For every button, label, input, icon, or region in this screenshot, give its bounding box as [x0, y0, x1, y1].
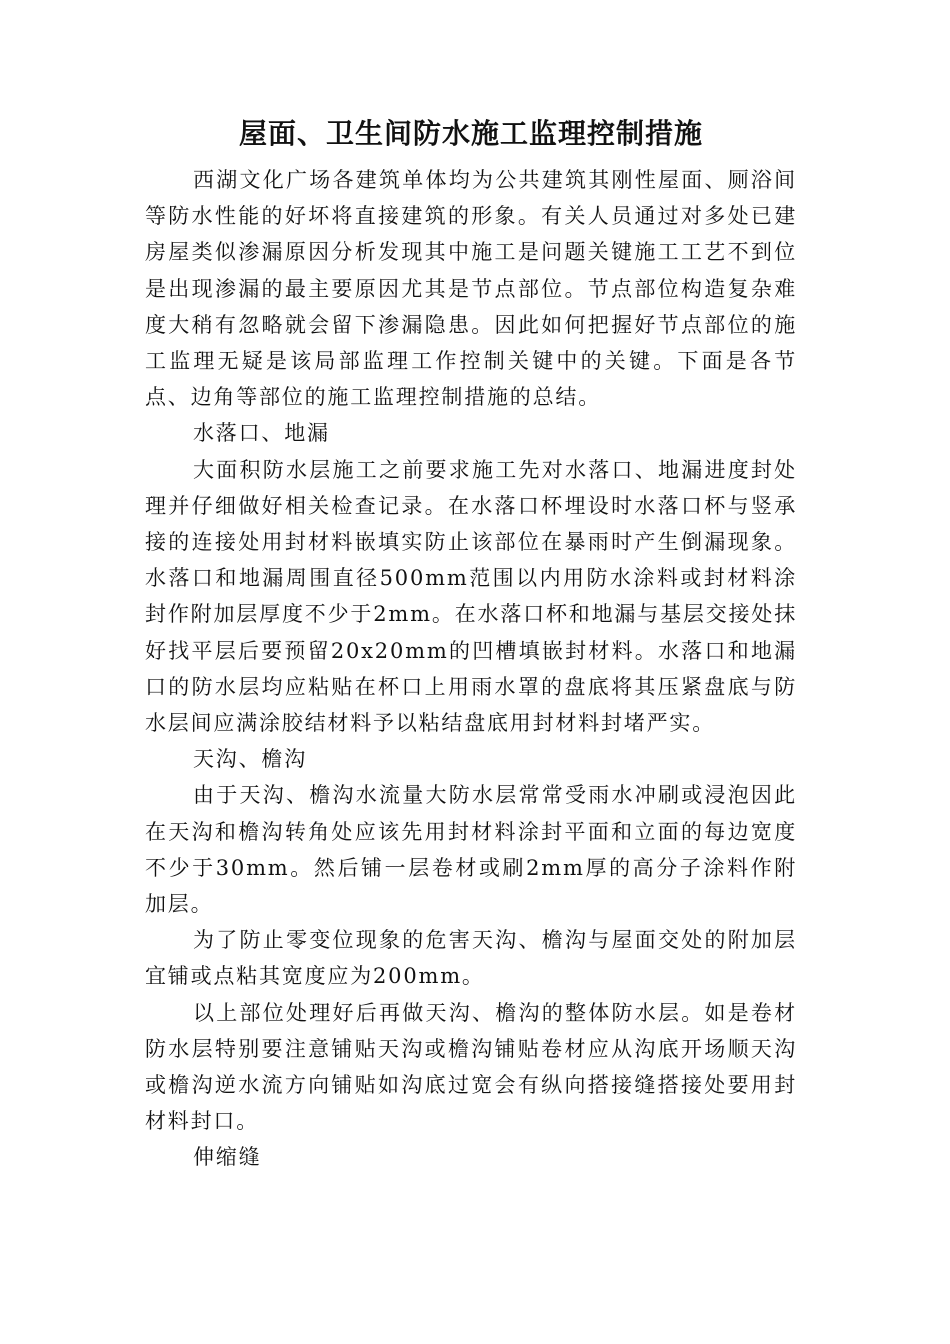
document-page: [145, 112, 797, 1176]
section-heading-expansion-joint: 伸缩缝: [193, 1145, 262, 1170]
gutter-paragraph-3: 以上部位处理好后再做天沟、檐沟的整体防水层。如是卷材防水层特别要注意铺贴天沟或檐沟铺贴卷材应从沟底开场顺天沟或檐沟逆水流方向铺贴如沟底过宽会有纵向搭接缝搭接处要用封材料封口。: [145, 1000, 797, 1134]
drain-paragraph: 大面积防水层施工之前要求施工先对水落口、地漏进度封处理并仔细做好相关检查记录。在水落口杯埋设时水落口杯与竖承接的连接处用封材料嵌填实防止该部位在暴雨时产生倒漏现象。水落口和地漏周围直径500mm范围以内用防水涂料或封材料涂封作附加层厚度不少于2mm。在水落口杯和地漏与基层交接处抹好找平层后要预留20x20mm的凹槽填嵌封材料。水落口和地漏口的防水层均应粘贴在杯口上用雨水罩的盘底将其压紧盘底与防水层间应满涂胶结材料予以粘结盘底用封材料封堵严实。: [145, 457, 797, 736]
document-title: 屋面、卫生间防水施工监理控制措施: [238, 117, 703, 150]
gutter-paragraph-1: 由于天沟、檐沟水流量大防水层常常受雨水冲刷或浸泡因此在天沟和檐沟转角处应该先用封材料涂封平面和立面的每边宽度不少于30mm。然后铺一层卷材或刷2mm厚的高分子涂料作附加层。: [145, 783, 797, 917]
section-heading-gutter: 天沟、檐沟: [193, 747, 307, 772]
intro-paragraph: 西湖文化广场各建筑单体均为公共建筑其刚性屋面、厕浴间等防水性能的好坏将直接建筑的形象。有关人员通过对多处已建房屋类似渗漏原因分析发现其中施工是问题关键施工工艺不到位是出现渗漏的最主要原因尤其是节点部位。节点部位构造复杂难度大稍有忽略就会留下渗漏隐患。因此如何把握好节点部位的施工监理无疑是该局部监理工作控制关键中的关键。下面是各节点、边角等部位的施工监理控制措施的总结。: [145, 168, 797, 410]
section-heading-drain: 水落口、地漏: [193, 421, 330, 446]
gutter-paragraph-2: 为了防止零变位现象的危害天沟、檐沟与屋面交处的附加层宜铺或点粘其宽度应为200mm。: [145, 928, 797, 989]
